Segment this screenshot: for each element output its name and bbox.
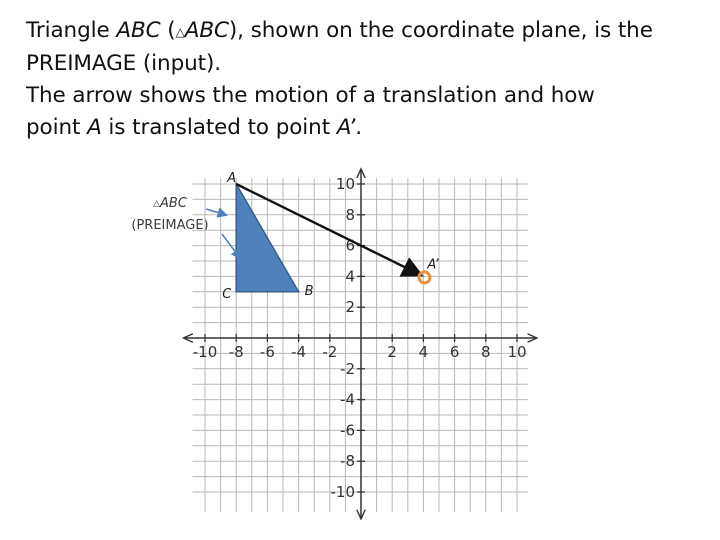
y-tick-label: -10 xyxy=(330,483,355,501)
callout-arrow xyxy=(206,209,226,215)
prompt-word: ), shown on the coordinate plane, is the xyxy=(228,18,653,43)
y-tick-label: 2 xyxy=(345,298,355,317)
x-tick-label: -8 xyxy=(228,343,244,361)
triangle-name: ABC xyxy=(184,18,229,43)
prompt-line-2: PREIMAGE (input). xyxy=(26,51,222,76)
x-tick-label: -10 xyxy=(192,343,218,361)
y-tick-label: -2 xyxy=(340,359,355,378)
point-label-c: C xyxy=(222,286,232,302)
point-label-a-prime: A’ xyxy=(427,257,439,273)
prompt-word: point xyxy=(26,115,88,140)
prompt-word: is translated to point xyxy=(101,115,337,140)
point-name: A’ xyxy=(336,115,356,140)
y-tick-label: -8 xyxy=(340,452,355,471)
figure-layer xyxy=(206,171,440,302)
point-name: A xyxy=(87,115,102,140)
x-tick-label: 8 xyxy=(481,343,491,361)
image-point-a-prime xyxy=(419,272,430,283)
y-tick-label: 4 xyxy=(345,267,355,286)
callout-triangle-name: ABC xyxy=(160,196,187,211)
y-tick-label: -4 xyxy=(340,390,355,409)
x-tick-label: -4 xyxy=(291,343,307,361)
y-tick-label: 6 xyxy=(345,236,355,255)
x-tick-label: 2 xyxy=(387,343,397,361)
y-tick-label: -6 xyxy=(340,421,355,440)
x-tick-label: 4 xyxy=(418,343,429,361)
prompt-line-3: The arrow shows the motion of a translation and how xyxy=(26,83,595,108)
prompt-word: ( xyxy=(160,18,176,43)
prompt-word: Triangle xyxy=(26,18,117,43)
point-label-a: A xyxy=(227,171,237,186)
y-tick-label: 10 xyxy=(335,175,355,193)
point-label-b: B xyxy=(304,283,314,299)
triangle-name: ABC xyxy=(116,18,161,43)
prompt-word: . xyxy=(355,115,363,140)
x-tick-label: 6 xyxy=(449,343,460,361)
x-tick-label: -6 xyxy=(259,343,275,361)
triangle-symbol-icon: △ xyxy=(153,199,161,209)
callout-tag: (PREIMAGE) xyxy=(131,218,209,233)
triangle-symbol-icon: △ xyxy=(175,25,185,39)
x-tick-label: -2 xyxy=(322,343,338,361)
y-tick-label: 8 xyxy=(345,205,355,224)
x-tick-label: 10 xyxy=(507,343,527,361)
